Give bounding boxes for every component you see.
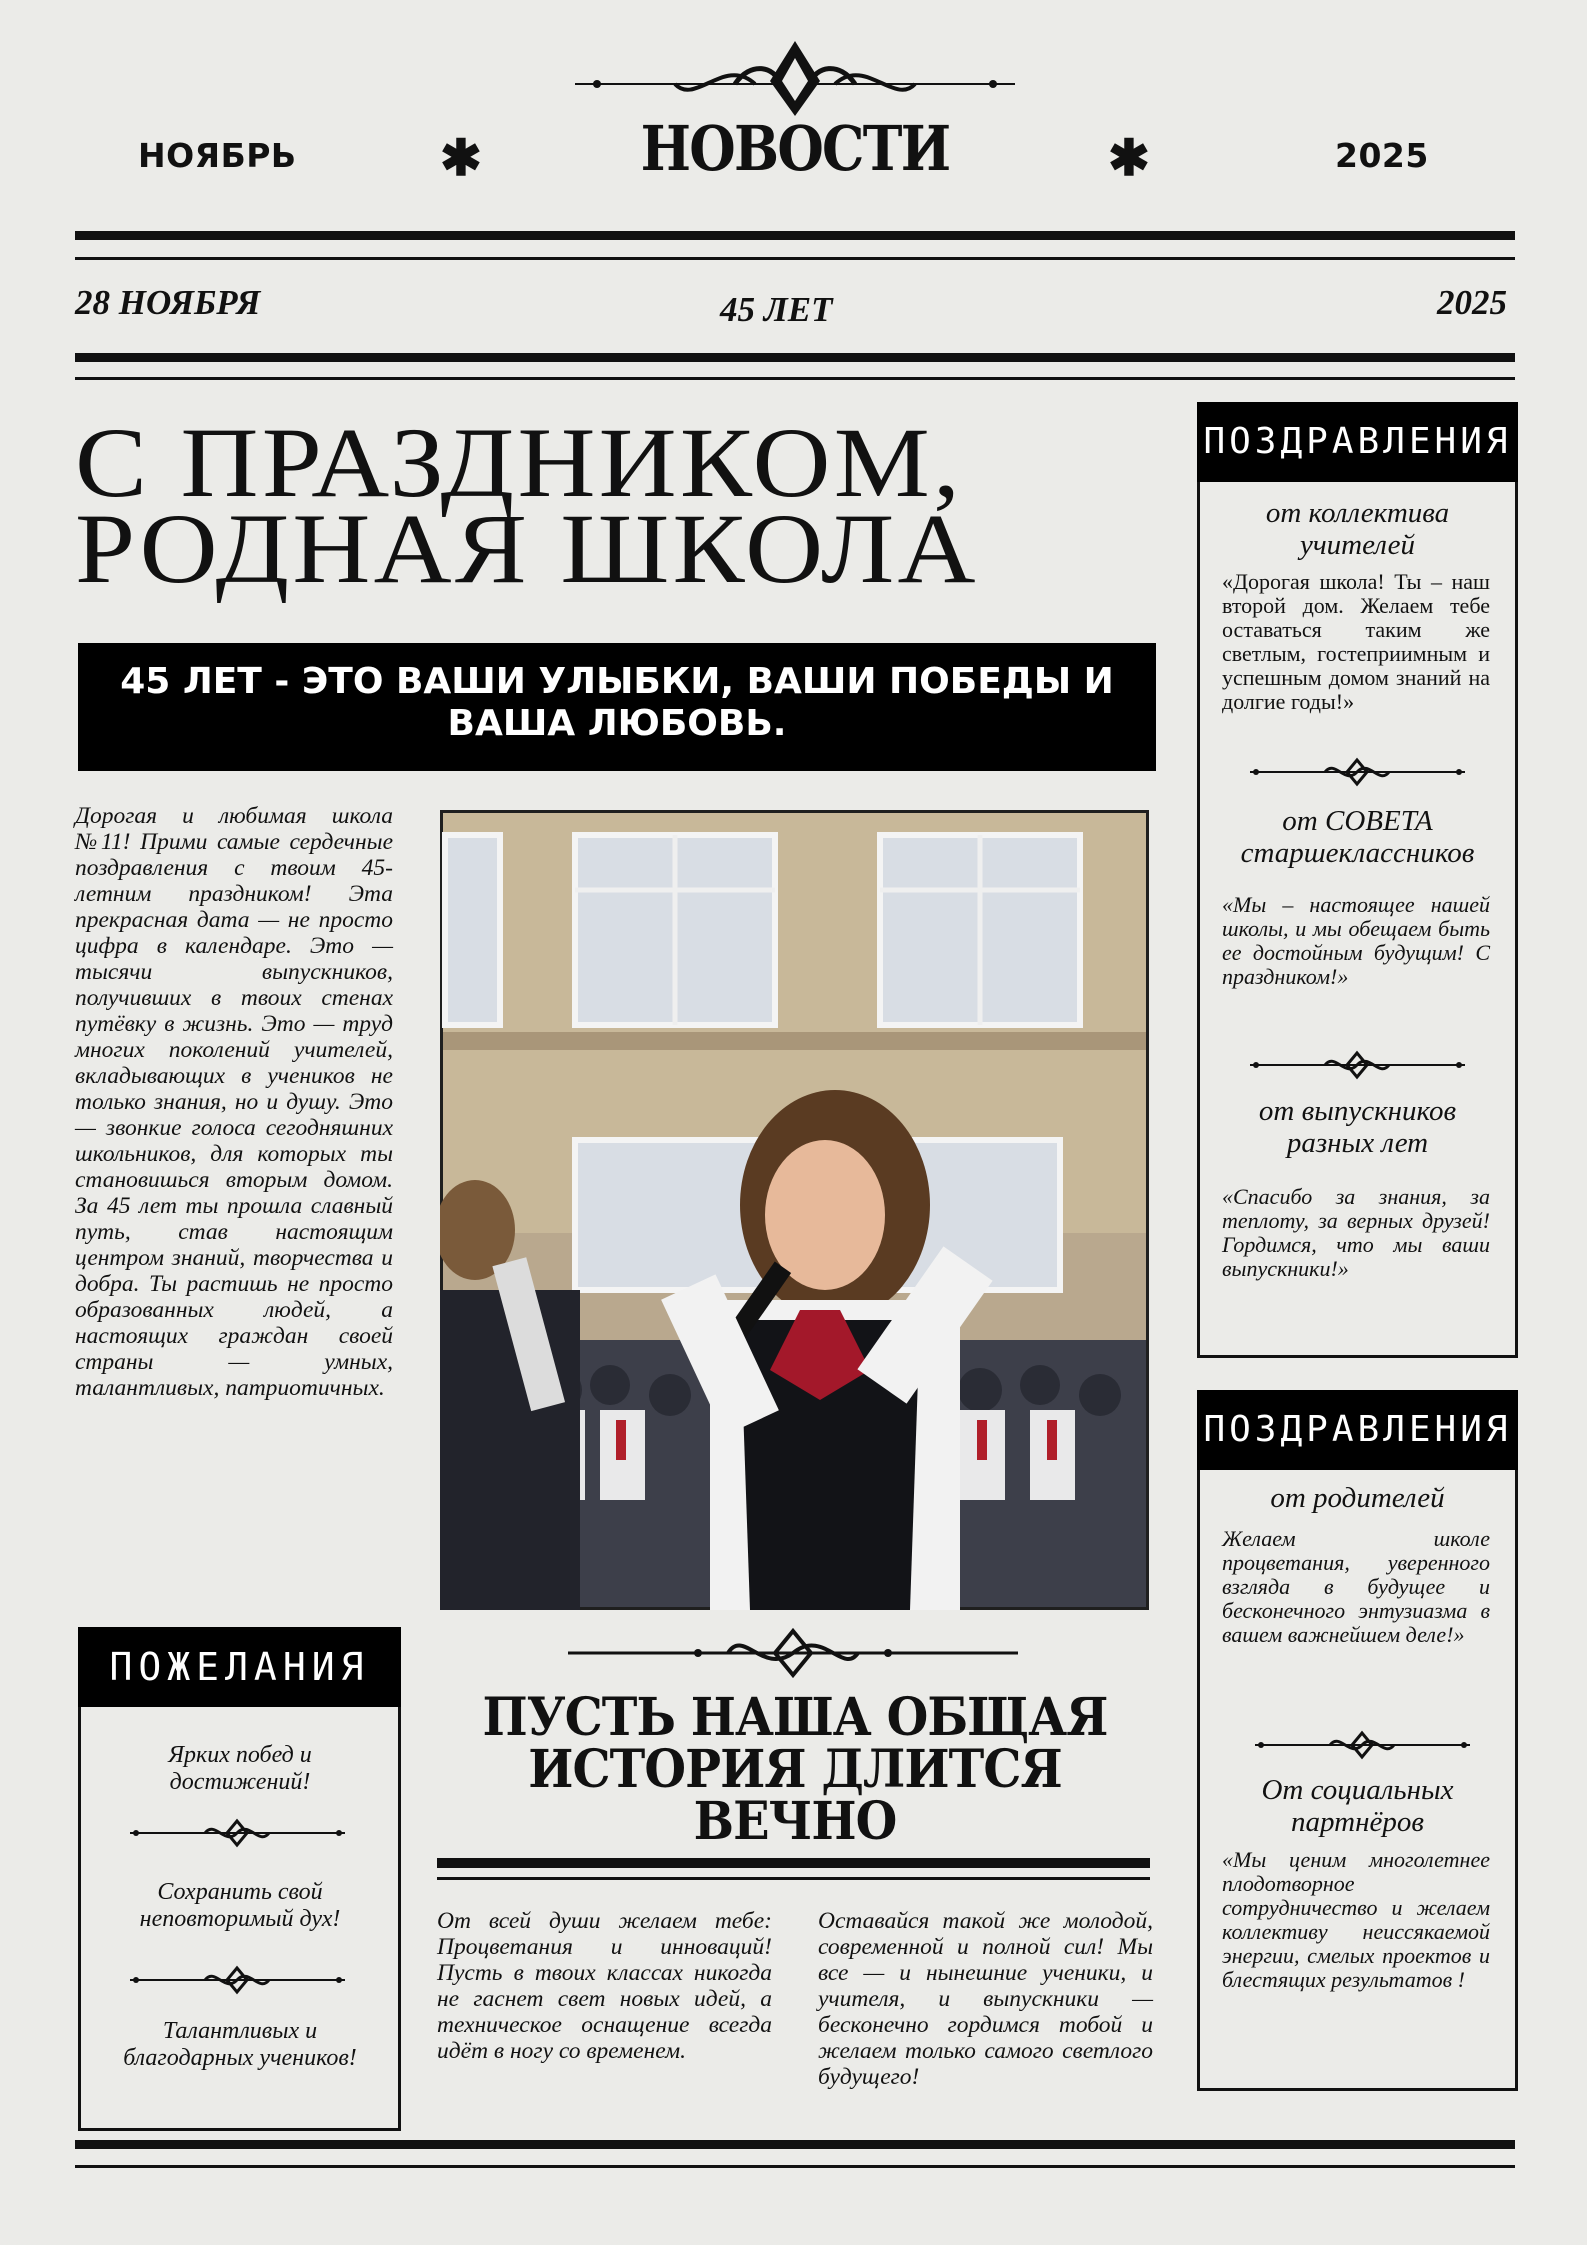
wish-item: Сохранить свой неповторимый дух! [139,1879,341,1932]
bottom-column-right: Оставайся такой же молодой, современной и полной сил! Мы все — и нынешние ученики, и учителя, и выпускники — бесконечно гордимся тобой и желаем только самого светлого будущего! [818,1908,1153,2090]
bottom-column-left: От всей души желаем тебе: Процветания и инноваций! Пусть в твоих классах никогда не гаснет свет новых идей, а техническое оснащение всегда идёт в ногу со временем. [437,1908,772,2064]
school-photo [440,810,1149,1610]
divider [437,1877,1150,1880]
congrats-text: «Дорогая школа! Ты – наш второй дом. Желаем тебе оставаться таким же светлым, гостеприимным и успешным домом знаний на долгие годы!» [1222,569,1490,714]
ornament-divider-icon [568,1625,1018,1680]
divider [75,2140,1515,2149]
dateline-date: 28 НОЯБРЯ [75,283,261,322]
congrats-text: Желаем школе процветания, уверенного взгляда в будущее и бесконечного энтузиазма в вашем важнейшем деле!» [1222,1526,1490,1647]
congrats-title: ПОЗДРАВЛЕНИЯ [1197,1390,1518,1470]
headline [75,407,1252,604]
wish-item: Ярких побед и достижений! [168,1742,312,1795]
divider [75,231,1515,240]
wish-item: Талантливых и благодарных учеников! [123,2018,357,2071]
headline-line1: С ПРАЗДНИКОМ, [75,407,964,518]
subhead-line1: ПУСТЬ НАША ОБЩАЯ [482,1687,1108,1748]
congrats-text: «Мы – настоящее нашей школы, и мы обещаем быть ее достойным будущим! С праздником!» [1222,892,1490,989]
congrats-author: от коллектива учителей [1265,497,1450,561]
congrats-text: «Спасибо за знания, за теплоту, за верных друзей! Гордимся, что мы ваши выпускники!» [1222,1184,1490,1281]
ornament-divider-icon [1255,1730,1470,1760]
wishes-title: ПОЖЕЛАНИЯ [78,1627,401,1707]
subhead [459,1687,1131,1852]
divider [75,377,1515,380]
divider [75,353,1515,362]
dateline-year: 2025 [1437,283,1507,322]
asterisk-ornament-icon: ✱ [1108,128,1150,187]
divider [437,1858,1150,1868]
congrats-author: от выпускников разных лет [1258,1095,1457,1159]
ornament-divider-icon [130,1818,345,1848]
masthead-title: НОВОСТИ [640,112,950,185]
main-article: Дорогая и любимая школа №11! Прими самые сердечные поздравления с твоим 45-летним праздником! Эта прекрасная дата — не просто цифра в календаре. Это — тысячи выпускников, получивших в твоих стенах путёвку в жизнь. Это — труд многих поколений учителей, вкладывающих в учеников не только знания, но и душу. Это — звонкие голоса сегодняшних школьников, для которых ты становишься вторым домом. За 45 лет ты прошла славный путь, став настоящим центром знаний, творчества и добра. Ты растишь не просто образованных людей, а настоящих граждан своей страны — умных, талантливых, патриотичных. [75,803,393,1401]
headline-line2: РОДНАЯ ШКОЛА [75,493,979,604]
banner: 45 ЛЕТ - ЭТО ВАШИ УЛЫБКИ, ВАШИ ПОБЕДЫ И ВАША ЛЮБОВЬ. [78,643,1156,771]
divider [75,257,1515,260]
masthead-month: НОЯБРЬ [138,136,297,175]
congrats-author: От социальных партнёров [1261,1774,1454,1838]
ornament-divider-icon [130,1965,345,1995]
masthead-year: 2025 [1335,136,1429,175]
divider [75,2165,1515,2168]
congrats-author: от родителей [1270,1482,1445,1514]
ornament-divider-icon [1250,757,1465,787]
subhead-line3: ВЕЧНО [693,1791,897,1852]
subhead-line2: ИСТОРИЯ ДЛИТСЯ [528,1739,1062,1800]
congrats-title: ПОЗДРАВЛЕНИЯ [1197,402,1518,482]
congrats-author: от СОВЕТА старшеклассников [1240,805,1475,869]
asterisk-ornament-icon: ✱ [440,128,482,187]
congrats-text: «Мы ценим многолетнее плодотворное сотрудничество и желаем коллективу неиссякаемой энергии, смелых проектов и блестящих результатов ! [1222,1847,1490,1992]
ornament-divider-icon [1250,1050,1465,1080]
dateline-anniversary: 45 ЛЕТ [720,290,833,329]
